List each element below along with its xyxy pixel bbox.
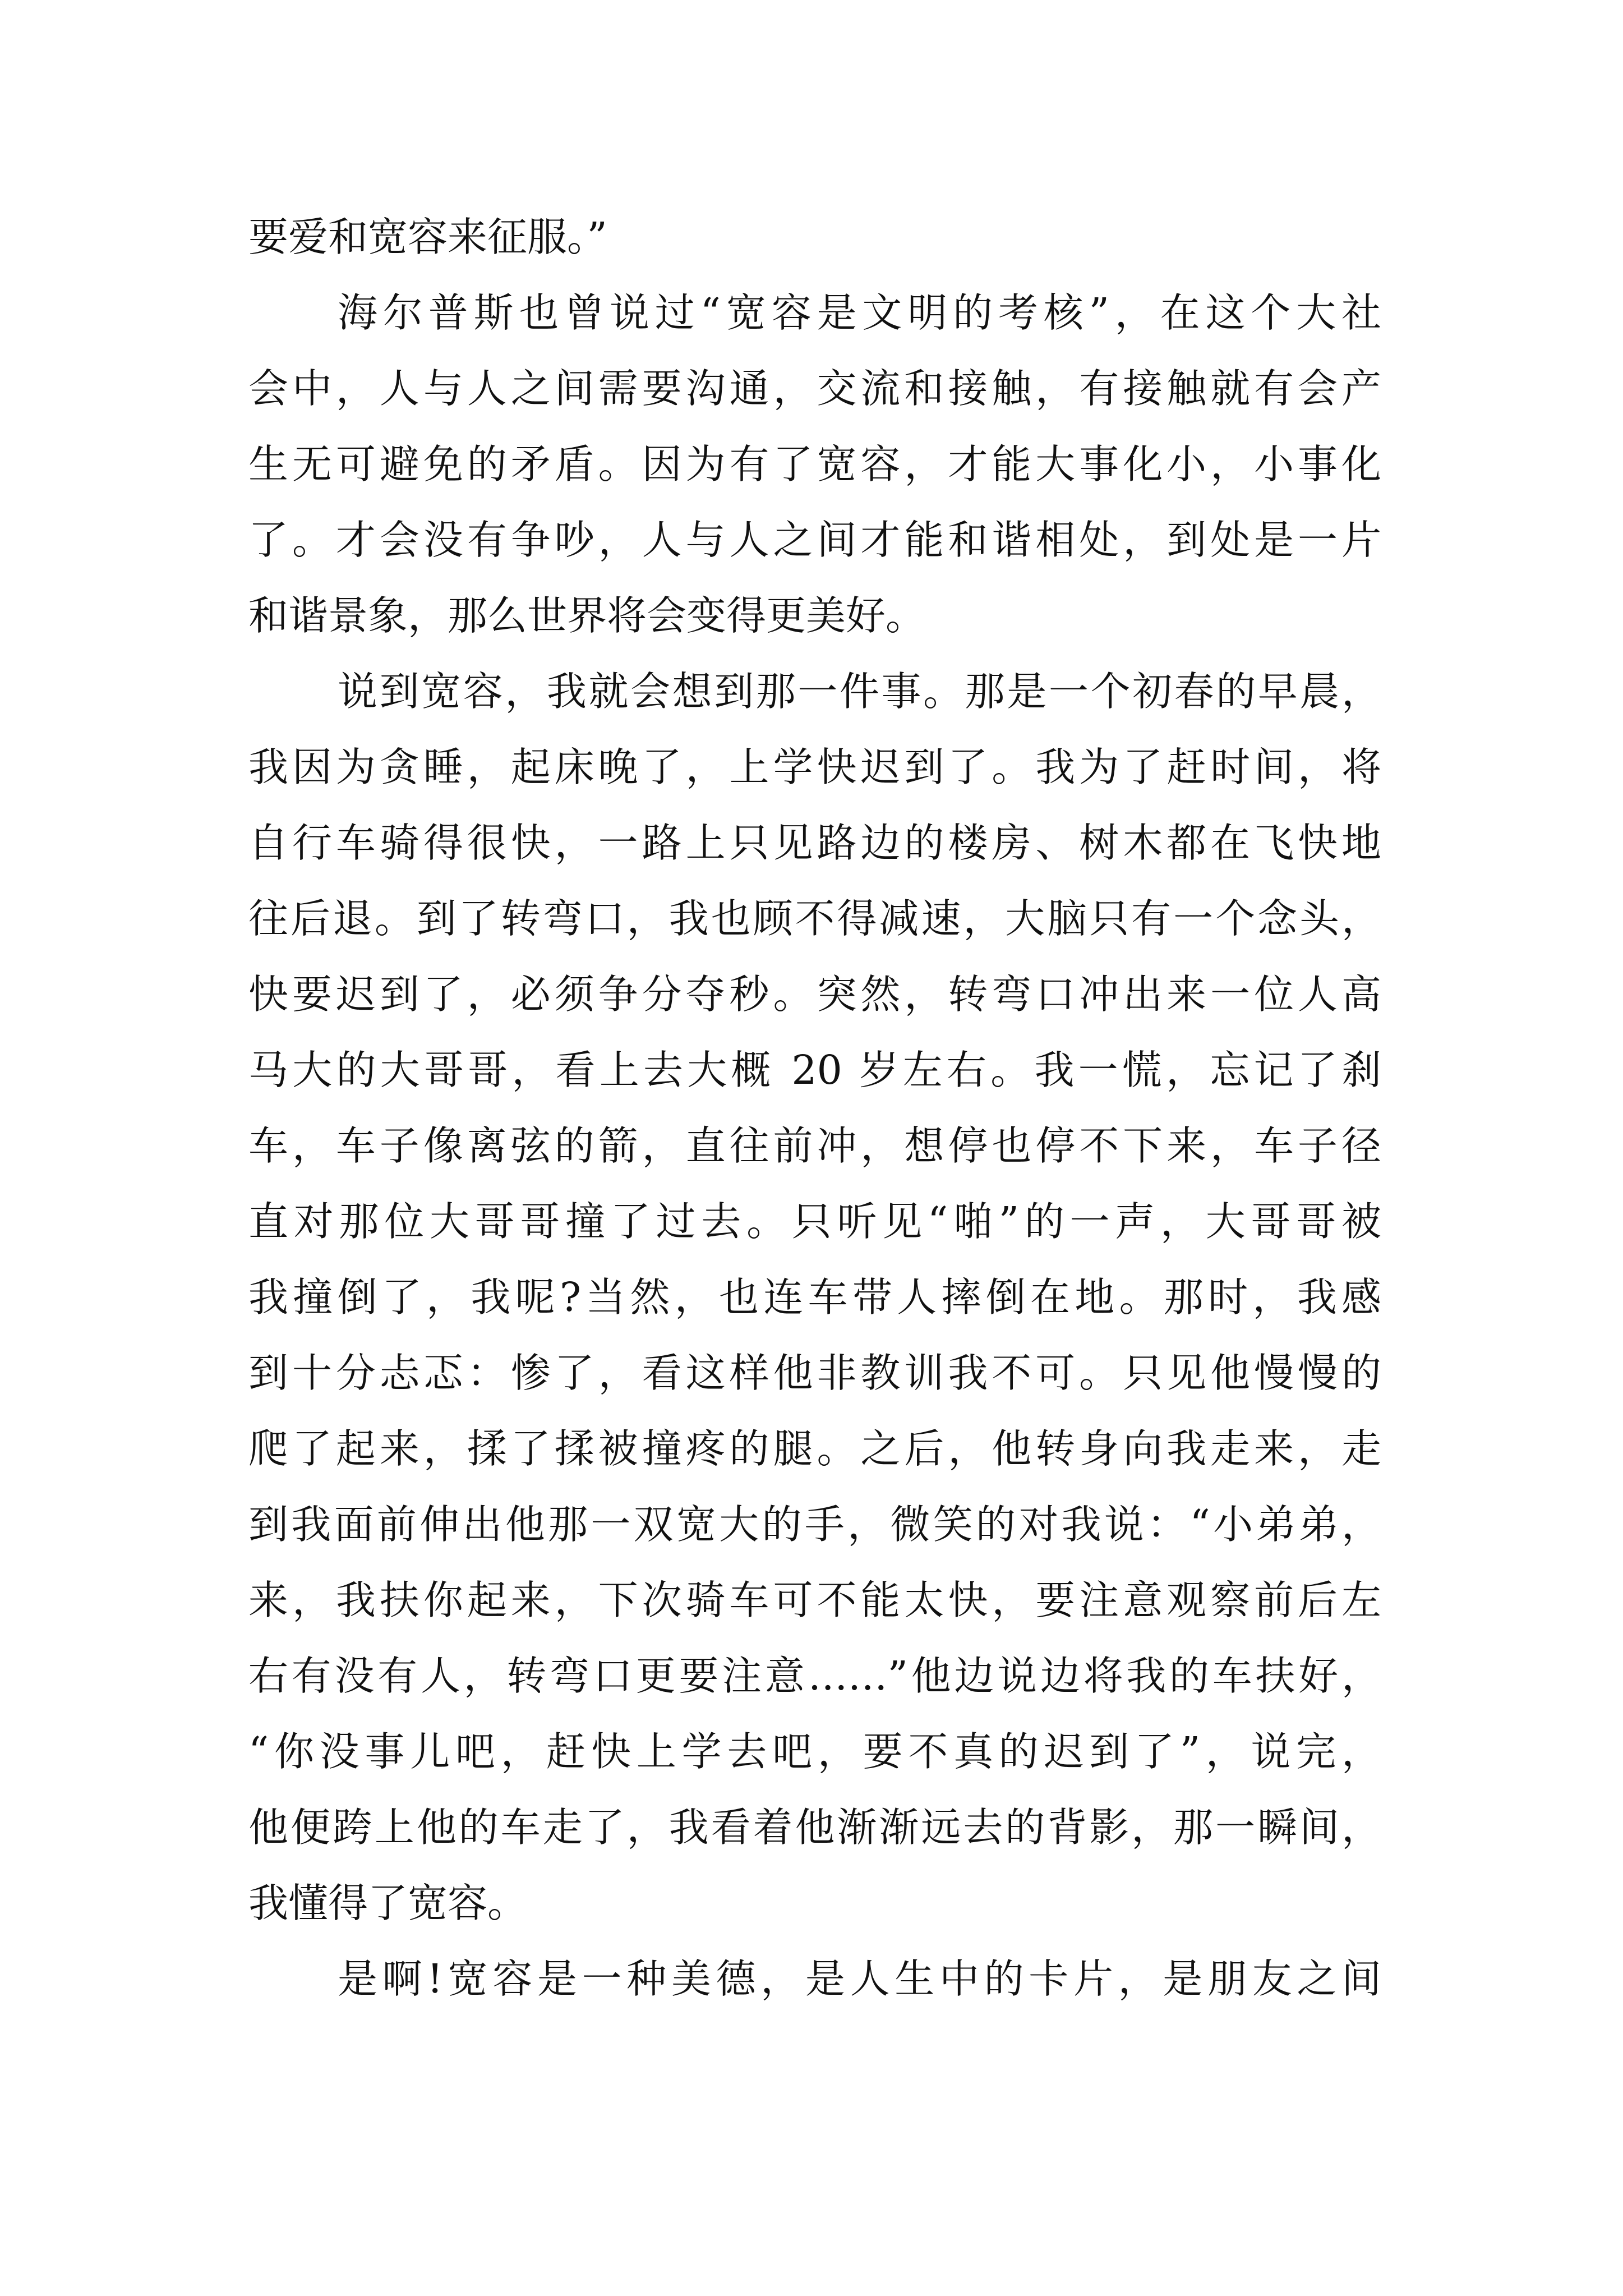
text-line: 海尔普斯也曾说过“宽容是文明的考核”，在这个大社: [338, 289, 1381, 336]
text-line: 自行车骑得很快，一路上只见路边的楼房、树木都在飞快地: [248, 820, 1381, 866]
text-line: 爬了起来，揉了揉被撞疼的腿。之后，他转身向我走来，走: [248, 1425, 1381, 1472]
paragraph: [248, 654, 1381, 1941]
text-line: 车，车子像离弦的箭，直往前冲，想停也停不下来，车子径: [248, 1122, 1381, 1169]
text-line: 来，我扶你起来，下次骑车可不能太快，要注意观察前后左: [248, 1577, 1381, 1623]
text-line: 往后退。到了转弯口，我也顾不得减速，大脑只有一个念头，: [248, 895, 1381, 942]
text-line: 了。才会没有争吵，人与人之间才能和谐相处，到处是一片: [248, 517, 1381, 563]
text-line: 我撞倒了，我呢?当然，也连车带人摔倒在地。那时，我感: [248, 1274, 1381, 1320]
text-line: 我懂得了宽容。: [248, 1880, 528, 1926]
text-line: 直对那位大哥哥撞了过去。只听见“啪”的一声，大哥哥被: [248, 1198, 1381, 1245]
body-text: [248, 199, 1381, 2017]
text-line: 和谐景象，那么世界将会变得更美好。: [248, 592, 926, 639]
text-line: 生无可避免的矛盾。因为有了宽容，才能大事化小，小事化: [248, 441, 1381, 487]
text-line: 马大的大哥哥，看上去大概 20 岁左右。我一慌，忘记了刹: [248, 1047, 1381, 1093]
text-line: 说到宽容，我就会想到那一件事。那是一个初春的早晨，: [338, 668, 1381, 715]
text-line: “你没事儿吧，赶快上学去吧，要不真的迟到了”，说完，: [248, 1728, 1381, 1775]
text-line: 要爱和宽容来征服。”: [248, 214, 607, 260]
text-line: 是啊!宽容是一种美德，是人生中的卡片，是朋友之间: [338, 1955, 1381, 2002]
text-line: 到我面前伸出他那一双宽大的手，微笑的对我说：“小弟弟，: [248, 1501, 1381, 1548]
text-line: 会中，人与人之间需要沟通，交流和接触，有接触就有会产: [248, 365, 1381, 412]
text-line: 到十分忐忑：惨了，看这样他非教训我不可。只见他慢慢的: [248, 1350, 1381, 1396]
text-line: 他便跨上他的车走了，我看着他渐渐远去的背影，那一瞬间，: [248, 1804, 1381, 1851]
text-line: 我因为贪睡，起床晚了，上学快迟到了。我为了赶时间，将: [248, 744, 1381, 790]
paragraph: [248, 275, 1381, 654]
paragraph: [248, 199, 1381, 275]
text-line: 右有没有人，转弯口更要注意……”他边说边将我的车扶好，: [248, 1653, 1381, 1699]
paragraph: [248, 1941, 1381, 2017]
text-line: 快要迟到了，必须争分夺秒。突然，转弯口冲出来一位人高: [248, 971, 1381, 1018]
